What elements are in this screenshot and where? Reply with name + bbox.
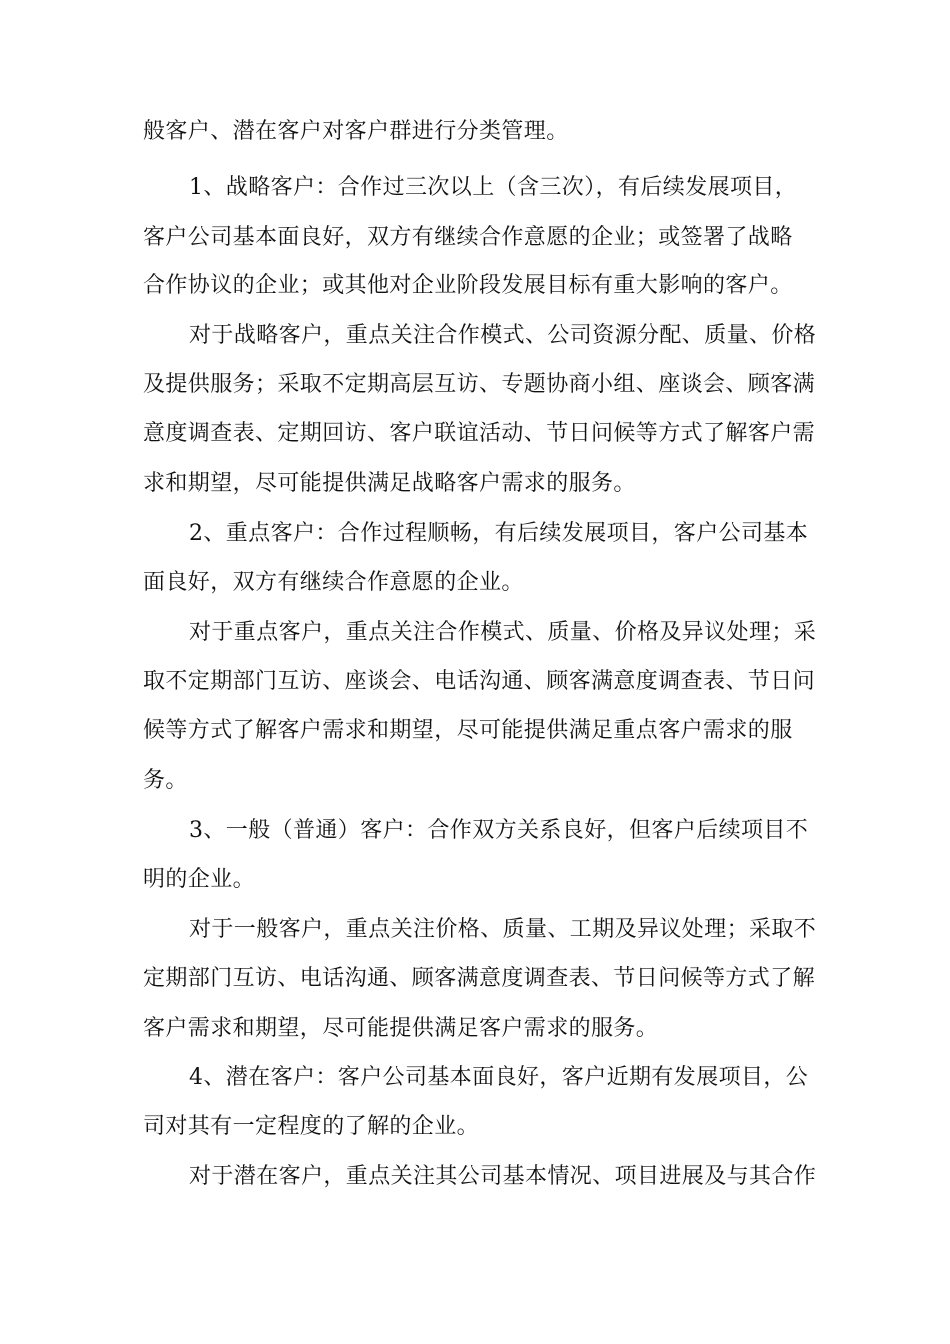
text-line: 定期部门互访、电话沟通、顾客满意度调查表、节日问候等方式了解 [143, 966, 816, 991]
text-line: 般客户、潜在客户对客户群进行分类管理。 [143, 119, 569, 144]
text-line: 意度调查表、定期回访、客户联谊活动、节日问候等方式了解客户需 [143, 421, 816, 446]
paragraph-general-customer-heading: 3、一般（普通）客户：合作双方关系良好，但客户后续项目不 [189, 818, 809, 843]
paragraph-strategic-customer-heading: 1、战略客户：合作过三次以上（含三次），有后续发展项目， [189, 175, 798, 200]
paragraph-potential-customer-handling: 对于潜在客户，重点关注其公司基本情况、项目进展及与其合作 [189, 1164, 817, 1189]
text-line: 求和期望，尽可能提供满足战略客户需求的服务。 [143, 471, 636, 496]
text-line: 候等方式了解客户需求和期望，尽可能提供满足重点客户需求的服 [143, 718, 793, 743]
text-line: 客户需求和期望，尽可能提供满足客户需求的服务。 [143, 1016, 659, 1041]
paragraph-general-customer-handling: 对于一般客户，重点关注价格、质量、工期及异议处理；采取不 [189, 917, 817, 942]
paragraph-strategic-customer-handling: 对于战略客户，重点关注合作模式、公司资源分配、质量、价格 [189, 323, 817, 348]
paragraph-key-customer-handling: 对于重点客户，重点关注合作模式、质量、价格及异议处理；采 [189, 620, 817, 645]
paragraph-key-customer-heading: 2、重点客户：合作过程顺畅，有后续发展项目，客户公司基本 [189, 521, 809, 546]
text-line: 务。 [143, 768, 188, 793]
text-line: 客户公司基本面良好，双方有继续合作意愿的企业；或签署了战略 [143, 225, 793, 250]
text-line: 及提供服务；采取不定期高层互访、专题协商小组、座谈会、顾客满 [143, 372, 816, 397]
text-line: 取不定期部门互访、座谈会、电话沟通、顾客满意度调查表、节日问 [143, 669, 816, 694]
text-line: 明的企业。 [143, 867, 256, 892]
paragraph-potential-customer-heading: 4、潜在客户：客户公司基本面良好，客户近期有发展项目，公 [189, 1065, 809, 1090]
text-line: 司对其有一定程度的了解的企业。 [143, 1114, 480, 1139]
text-line: 合作协议的企业；或其他对企业阶段发展目标有重大影响的客户。 [143, 273, 793, 298]
text-line: 面良好，双方有继续合作意愿的企业。 [143, 570, 524, 595]
